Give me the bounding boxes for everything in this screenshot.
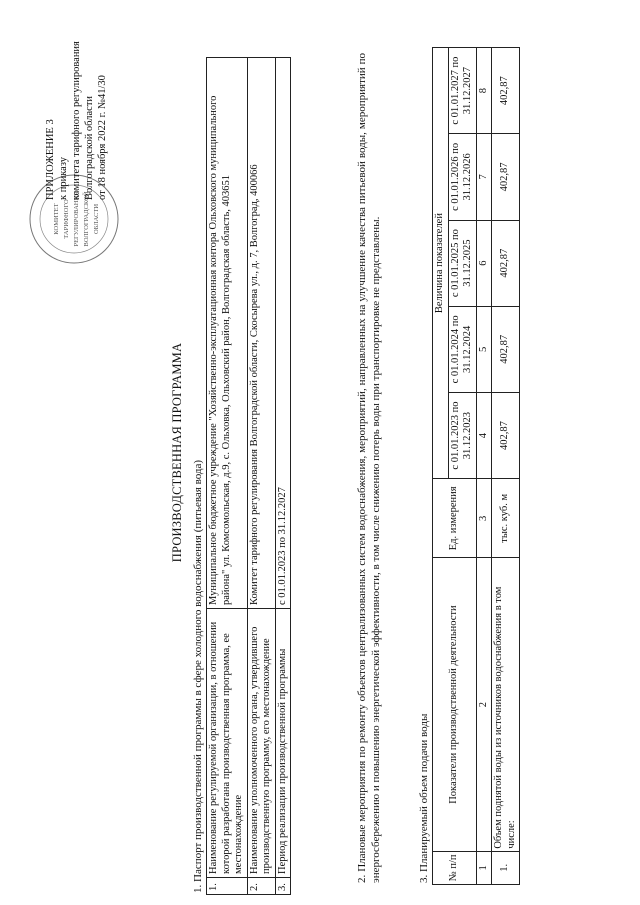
column-number-row — [476, 48, 492, 885]
table-row — [275, 58, 291, 895]
row-value: 402,87 — [492, 306, 520, 392]
table-header-row — [433, 48, 449, 885]
appendix-line: от 18 ноября 2022 г. №41/30 — [97, 75, 108, 200]
row-number: 1. — [207, 878, 248, 895]
row-label: Наименование регулируемой организации, в отношении которой разработана производственная программа, ее местонахождение — [207, 609, 248, 878]
column-number: 6 — [476, 220, 492, 306]
svg-text:ТАРИФНОГО: ТАРИФНОГО — [63, 199, 70, 239]
appendix-line: ПРИЛОЖЕНИЕ 3 — [45, 119, 56, 200]
section3-heading: 3. Планируемый объем подачи воды — [418, 713, 430, 883]
svg-text:КОМИТЕТ: КОМИТЕТ — [53, 203, 60, 235]
column-number: 2 — [476, 558, 492, 851]
appendix-line: Волгоградской области — [84, 95, 95, 200]
header-period: с 01.01.2026 по 31.12.2026 — [448, 134, 476, 220]
appendix-line: комитета тарифного регулирования — [71, 41, 82, 200]
row-unit: тыс. куб. м — [492, 479, 520, 558]
section2-text: 2. Плановые мероприятия по ремонту объектов централизованных систем водоснабжения, мероприятий, направленных на улучшение качества питьевой воды, мероприятий по энергосбережению и повышению энергетической эффективности, в том числе снижению потерь воды при транспортировке не представлены. — [356, 53, 382, 883]
row-number: 3. — [275, 878, 291, 895]
row-value: Комитет тарифного регулирования Волгоградской области, Скосырева ул., д. 7, Волгоград, 400066 — [247, 58, 275, 609]
column-number: 4 — [476, 392, 492, 478]
row-value: 402,87 — [492, 134, 520, 220]
column-number: 5 — [476, 306, 492, 392]
table-row — [247, 58, 275, 895]
section1-heading: 1. Паспорт производственной программы в сфере холодного водоснабжения (питьевая вода) — [192, 459, 204, 893]
column-number: 8 — [476, 48, 492, 134]
row-indicator: Объем поднятой воды из источников водоснабжения в том числе: — [492, 558, 520, 851]
table-row — [207, 58, 248, 895]
passport-table — [206, 57, 291, 895]
row-label: Наименование уполномоченного органа, утвердившего производственную программу, его местонахождение — [247, 609, 275, 878]
svg-text:ОБЛАСТИ: ОБЛАСТИ — [93, 203, 100, 235]
row-number: 1. — [492, 851, 520, 884]
row-value: 402,87 — [492, 392, 520, 478]
column-number: 3 — [476, 479, 492, 558]
row-label: Период реализации производственной программы — [275, 609, 291, 878]
column-number: 7 — [476, 134, 492, 220]
svg-text:РЕГУЛИРОВАНИЯ: РЕГУЛИРОВАНИЯ — [73, 191, 80, 247]
document-title: ПРОИЗВОДСТВЕННАЯ ПРОГРАММА — [170, 342, 184, 563]
header-indicator: Показатели производственной деятельности — [433, 558, 477, 851]
row-value: 402,87 — [492, 220, 520, 306]
header-period: с 01.01.2024 по 31.12.2024 — [448, 306, 476, 392]
volume-table — [432, 47, 520, 885]
appendix-reference — [44, 41, 109, 200]
svg-text:ВОЛГОГРАДСКОЙ: ВОЛГОГРАДСКОЙ — [83, 191, 90, 247]
appendix-line: к приказу — [58, 157, 69, 200]
row-value: с 01.01.2023 по 31.12.2027 — [275, 58, 291, 609]
header-num: № п/п — [433, 851, 477, 884]
row-number: 2. — [247, 878, 275, 895]
column-number: 1 — [476, 851, 492, 884]
header-period: с 01.01.2027 по 31.12.2027 — [448, 48, 476, 134]
header-period: с 01.01.2023 по 31.12.2023 — [448, 392, 476, 478]
header-period: с 01.01.2025 по 31.12.2025 — [448, 220, 476, 306]
table-row — [492, 48, 520, 885]
row-value: 402,87 — [492, 48, 520, 134]
header-unit: Ед. измерения — [433, 479, 477, 558]
row-value: Муниципальное бюджетное учреждение "Хозяйственно-эксплуатационная контора Ольховского муниципального района" ул. Комсомольская, д.9, с. Ольховка, Ольховский район, Волгоградская область, 403651 — [207, 58, 248, 609]
header-group: Величина показателей — [433, 48, 449, 479]
